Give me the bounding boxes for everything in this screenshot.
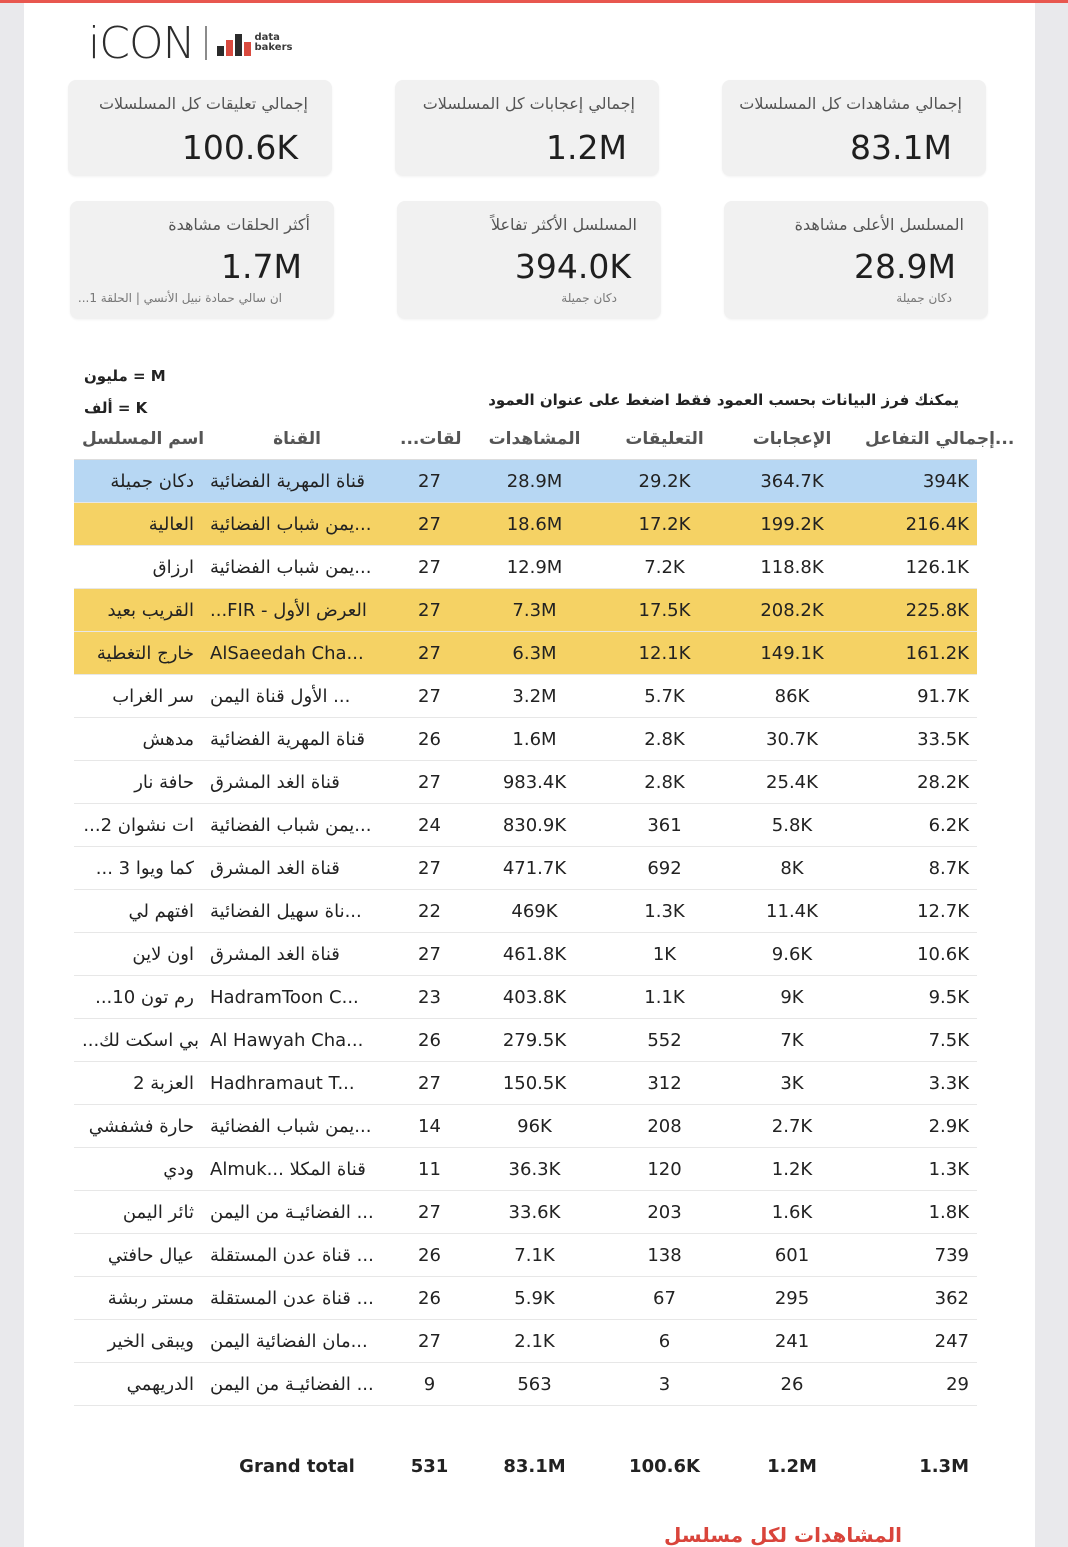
cell-engagement: 33.5K <box>857 718 977 761</box>
cell-series-name: القريب بعيد <box>74 589 202 632</box>
cell-series-name: عيال حافتي <box>74 1234 202 1277</box>
cell-channel: Almuk... قناة المكلا <box>202 1148 392 1191</box>
cell-channel: ...يمن شباب الفضائية <box>202 546 392 589</box>
cell-engagement: 216.4K <box>857 503 977 546</box>
cell-views: 33.6K <box>467 1191 602 1234</box>
cell-channel: قناة الغد المشرق <box>202 847 392 890</box>
cell-engagement: 91.7K <box>857 675 977 718</box>
card-value: 1.7M <box>221 247 302 286</box>
cell-likes: 295 <box>727 1277 857 1320</box>
cell-engagement: 225.8K <box>857 589 977 632</box>
cell-engagement: 362 <box>857 1277 977 1320</box>
cell-likes: 2.7K <box>727 1105 857 1148</box>
total-engagement: 1.3M <box>919 1455 969 1477</box>
brand-logo <box>88 17 293 69</box>
cell-episodes: 26 <box>392 1277 467 1320</box>
table-row[interactable] <box>74 1277 977 1320</box>
col-header-comments[interactable]: التعليقات <box>602 419 727 460</box>
cell-engagement: 2.9K <box>857 1105 977 1148</box>
cell-episodes: 27 <box>392 589 467 632</box>
cell-channel: ... الفضائيـة من اليمن <box>202 1191 392 1234</box>
table-row[interactable] <box>74 718 977 761</box>
cell-likes: 86K <box>727 675 857 718</box>
cell-comments: 361 <box>602 804 727 847</box>
cell-series-name: افتهم لي <box>74 890 202 933</box>
total-views: 83.1M <box>503 1455 566 1477</box>
cell-channel: HadramToon C... <box>202 976 392 1019</box>
cell-series-name: سر الغراب <box>74 675 202 718</box>
logo-sub-data: data <box>254 32 280 43</box>
logo-separator <box>205 26 207 60</box>
cell-channel: Al Hawyah Cha... <box>202 1019 392 1062</box>
cell-series-name: خارج التغطية <box>74 632 202 675</box>
cell-series-name: الدريهمي <box>74 1363 202 1406</box>
cell-engagement: 8.7K <box>857 847 977 890</box>
cell-channel: ...يمن شباب الفضائية <box>202 804 392 847</box>
card-value: 394.0K <box>514 247 631 286</box>
cell-engagement: 247 <box>857 1320 977 1363</box>
total-comments: 100.6K <box>629 1455 700 1477</box>
table-body <box>74 460 977 1406</box>
card-value: 83.1M <box>850 128 952 167</box>
cell-comments: 552 <box>602 1019 727 1062</box>
cell-comments: 120 <box>602 1148 727 1191</box>
cell-likes: 25.4K <box>727 761 857 804</box>
cell-episodes: 23 <box>392 976 467 1019</box>
cell-views: 96K <box>467 1105 602 1148</box>
table-row[interactable] <box>74 632 977 675</box>
card-top-viewed <box>724 201 988 319</box>
cell-views: 563 <box>467 1363 602 1406</box>
cell-engagement: 1.3K <box>857 1148 977 1191</box>
card-title: أكثر الحلقات مشاهدة <box>168 215 310 234</box>
cell-views: 471.7K <box>467 847 602 890</box>
cell-engagement: 28.2K <box>857 761 977 804</box>
cell-episodes: 9 <box>392 1363 467 1406</box>
table-row[interactable] <box>74 761 977 804</box>
table-row[interactable] <box>74 933 977 976</box>
total-episodes: 531 <box>410 1455 449 1477</box>
next-section-title-cutoff: المشاهدات لكل مسلسل <box>664 1523 903 1547</box>
cell-comments: 203 <box>602 1191 727 1234</box>
cell-likes: 11.4K <box>727 890 857 933</box>
cell-engagement: 739 <box>857 1234 977 1277</box>
cell-comments: 12.1K <box>602 632 727 675</box>
cell-views: 469K <box>467 890 602 933</box>
cell-views: 36.3K <box>467 1148 602 1191</box>
cell-views: 2.1K <box>467 1320 602 1363</box>
card-subtitle: دكان جميلة <box>561 291 617 305</box>
cell-channel: ...مان الفضائية اليمن <box>202 1320 392 1363</box>
cell-episodes: 26 <box>392 718 467 761</box>
cell-engagement: 10.6K <box>857 933 977 976</box>
card-title: إجمالي مشاهدات كل المسلسلات <box>739 94 962 113</box>
cell-channel: ...FIR - العرض الأول <box>202 589 392 632</box>
cell-channel: ...ناة سهيل الفضائية <box>202 890 392 933</box>
total-blank <box>74 1406 202 1503</box>
cell-channel: Hadhramaut T... <box>202 1062 392 1105</box>
cell-engagement: 1.8K <box>857 1191 977 1234</box>
col-header-episodes[interactable]: ...لقات <box>392 419 467 460</box>
card-title: إجمالي تعليقات كل المسلسلات <box>98 94 308 113</box>
table-row[interactable] <box>74 589 977 632</box>
cell-likes: 3K <box>727 1062 857 1105</box>
cell-views: 830.9K <box>467 804 602 847</box>
card-total-views <box>722 80 986 176</box>
table-row[interactable] <box>74 1191 977 1234</box>
logo-wordmark: iCON <box>88 17 195 69</box>
table-row[interactable] <box>74 503 977 546</box>
cell-series-name: حارة فشفشي <box>74 1105 202 1148</box>
cell-likes: 1.6K <box>727 1191 857 1234</box>
cell-series-name: مدهش <box>74 718 202 761</box>
card-top-episode <box>70 201 334 319</box>
cell-series-name: ثائر اليمن <box>74 1191 202 1234</box>
card-title: المسلسل الأكثر تفاعلاً <box>490 215 637 234</box>
cell-views: 403.8K <box>467 976 602 1019</box>
col-header-engagement[interactable]: إجمالي التفاعل... <box>857 419 977 460</box>
card-value: 1.2M <box>546 128 627 167</box>
cell-comments: 138 <box>602 1234 727 1277</box>
cell-likes: 5.8K <box>727 804 857 847</box>
cell-series-name: دكان جميلة <box>74 460 202 503</box>
legend-million: مليون = M <box>84 367 166 385</box>
cell-channel: قناة المهرية الفضائية <box>202 460 392 503</box>
cell-episodes: 27 <box>392 546 467 589</box>
cell-likes: 601 <box>727 1234 857 1277</box>
cell-likes: 1.2K <box>727 1148 857 1191</box>
grand-total-row <box>74 1406 977 1503</box>
cell-views: 983.4K <box>467 761 602 804</box>
table-row[interactable] <box>74 1062 977 1105</box>
cell-series-name: ...رم تون 10 <box>74 976 202 1019</box>
cell-views: 18.6M <box>467 503 602 546</box>
cell-series-name: العزبة 2 <box>74 1062 202 1105</box>
cell-comments: 29.2K <box>602 460 727 503</box>
cell-comments: 67 <box>602 1277 727 1320</box>
logo-subtext <box>255 33 293 53</box>
cell-series-name: ويبقى الخير <box>74 1320 202 1363</box>
col-header-series-name[interactable]: اسم المسلسل <box>74 419 202 460</box>
table-row[interactable] <box>74 1234 977 1277</box>
card-title: إجمالي إعجابات كل المسلسلات <box>422 94 635 113</box>
table-row[interactable] <box>74 847 977 890</box>
cell-engagement: 3.3K <box>857 1062 977 1105</box>
cell-episodes: 22 <box>392 890 467 933</box>
table-row[interactable] <box>74 976 977 1019</box>
cell-channel: قناة الغد المشرق <box>202 761 392 804</box>
card-total-likes <box>395 80 659 176</box>
cell-likes: 9.6K <box>727 933 857 976</box>
total-likes: 1.2M <box>767 1455 817 1477</box>
cell-views: 1.6M <box>467 718 602 761</box>
table-row[interactable] <box>74 1363 977 1406</box>
cell-episodes: 27 <box>392 1191 467 1234</box>
cell-episodes: 27 <box>392 460 467 503</box>
cell-views: 5.9K <box>467 1277 602 1320</box>
cell-series-name: ...ات نشوان 2 <box>74 804 202 847</box>
cell-comments: 312 <box>602 1062 727 1105</box>
cell-engagement: 126.1K <box>857 546 977 589</box>
cell-episodes: 27 <box>392 933 467 976</box>
cell-views: 6.3M <box>467 632 602 675</box>
cell-channel: ...يمن شباب الفضائية <box>202 503 392 546</box>
cell-views: 461.8K <box>467 933 602 976</box>
cell-comments: 1.1K <box>602 976 727 1019</box>
table-row[interactable] <box>74 1148 977 1191</box>
table-row[interactable] <box>74 675 977 718</box>
cell-views: 28.9M <box>467 460 602 503</box>
table-row[interactable] <box>74 546 977 589</box>
table-row[interactable] <box>74 890 977 933</box>
card-title: المسلسل الأعلى مشاهدة <box>794 215 964 234</box>
table-row[interactable] <box>74 1019 977 1062</box>
logo-sub-bakers: bakers <box>254 42 293 53</box>
cell-views: 7.3M <box>467 589 602 632</box>
cell-comments: 17.5K <box>602 589 727 632</box>
cell-comments: 1.3K <box>602 890 727 933</box>
cell-series-name: ارزاق <box>74 546 202 589</box>
card-subtitle: ...ان سالي حمادة نبيل الأنسي | الحلقة 1 <box>77 291 282 305</box>
cell-likes: 118.8K <box>727 546 857 589</box>
cell-episodes: 27 <box>392 1320 467 1363</box>
cell-comments: 17.2K <box>602 503 727 546</box>
cell-engagement: 7.5K <box>857 1019 977 1062</box>
cell-series-name: مستر ربشة <box>74 1277 202 1320</box>
col-header-channel[interactable]: القناة <box>202 419 392 460</box>
cell-series-name: ... كما ويوا 3 <box>74 847 202 890</box>
cell-likes: 8K <box>727 847 857 890</box>
total-label: Grand total <box>239 1455 355 1477</box>
card-subtitle: دكان جميلة <box>896 291 952 305</box>
cell-series-name: اون لاين <box>74 933 202 976</box>
cell-episodes: 11 <box>392 1148 467 1191</box>
cell-comments: 692 <box>602 847 727 890</box>
cell-likes: 208.2K <box>727 589 857 632</box>
cell-comments: 7.2K <box>602 546 727 589</box>
cell-channel: قناة الغد المشرق <box>202 933 392 976</box>
table-row[interactable] <box>74 460 977 503</box>
cell-series-name: ...بي اسكت لك <box>74 1019 202 1062</box>
cell-episodes: 26 <box>392 1019 467 1062</box>
cell-likes: 7K <box>727 1019 857 1062</box>
cell-likes: 30.7K <box>727 718 857 761</box>
cell-channel: ... قناة عدن المستقلة <box>202 1234 392 1277</box>
cell-channel: AlSaeedah Cha... <box>202 632 392 675</box>
cell-comments: 2.8K <box>602 761 727 804</box>
cell-engagement: 6.2K <box>857 804 977 847</box>
cell-episodes: 24 <box>392 804 467 847</box>
table-header-row <box>74 419 977 460</box>
table-row[interactable] <box>74 804 977 847</box>
cell-likes: 9K <box>727 976 857 1019</box>
cell-views: 150.5K <box>467 1062 602 1105</box>
cell-episodes: 14 <box>392 1105 467 1148</box>
logo-bars-icon <box>217 30 251 56</box>
cell-episodes: 27 <box>392 675 467 718</box>
cell-likes: 241 <box>727 1320 857 1363</box>
cell-views: 12.9M <box>467 546 602 589</box>
cell-series-name: العالية <box>74 503 202 546</box>
cell-episodes: 26 <box>392 1234 467 1277</box>
cell-views: 279.5K <box>467 1019 602 1062</box>
cell-likes: 149.1K <box>727 632 857 675</box>
col-header-likes[interactable]: الإعجابات <box>727 419 857 460</box>
report-page <box>24 3 1035 1547</box>
cell-episodes: 27 <box>392 1062 467 1105</box>
table-row[interactable] <box>74 1320 977 1363</box>
cell-comments: 208 <box>602 1105 727 1148</box>
cell-channel: ... الأول قناة اليمن <box>202 675 392 718</box>
cell-episodes: 27 <box>392 761 467 804</box>
cell-comments: 2.8K <box>602 718 727 761</box>
legend-thousand: ألف = K <box>84 399 148 417</box>
card-top-engaged <box>397 201 661 319</box>
cell-channel: ... الفضائيـة من اليمن <box>202 1363 392 1406</box>
cell-channel: قناة المهرية الفضائية <box>202 718 392 761</box>
cell-engagement: 161.2K <box>857 632 977 675</box>
cell-comments: 6 <box>602 1320 727 1363</box>
cell-channel: ... قناة عدن المستقلة <box>202 1277 392 1320</box>
cell-views: 7.1K <box>467 1234 602 1277</box>
cell-comments: 5.7K <box>602 675 727 718</box>
cell-comments: 3 <box>602 1363 727 1406</box>
card-value: 28.9M <box>854 247 956 286</box>
cell-series-name: ودي <box>74 1148 202 1191</box>
cell-likes: 364.7K <box>727 460 857 503</box>
col-header-views[interactable]: المشاهدات <box>467 419 602 460</box>
cell-engagement: 12.7K <box>857 890 977 933</box>
cell-views: 3.2M <box>467 675 602 718</box>
cell-engagement: 9.5K <box>857 976 977 1019</box>
card-total-comments <box>68 80 332 176</box>
cell-episodes: 27 <box>392 503 467 546</box>
series-table <box>74 419 1015 1502</box>
cell-series-name: حافة نار <box>74 761 202 804</box>
cell-comments: 1K <box>602 933 727 976</box>
cell-episodes: 27 <box>392 847 467 890</box>
cell-engagement: 394K <box>857 460 977 503</box>
sort-hint: يمكنك فرز البيانات بحسب العمود فقط اضغط على عنوان العمود <box>488 391 959 409</box>
cell-likes: 26 <box>727 1363 857 1406</box>
cell-engagement: 29 <box>857 1363 977 1406</box>
cell-likes: 199.2K <box>727 503 857 546</box>
cell-channel: ...يمن شباب الفضائية <box>202 1105 392 1148</box>
table-row[interactable] <box>74 1105 977 1148</box>
cell-episodes: 27 <box>392 632 467 675</box>
card-value: 100.6K <box>181 128 298 167</box>
